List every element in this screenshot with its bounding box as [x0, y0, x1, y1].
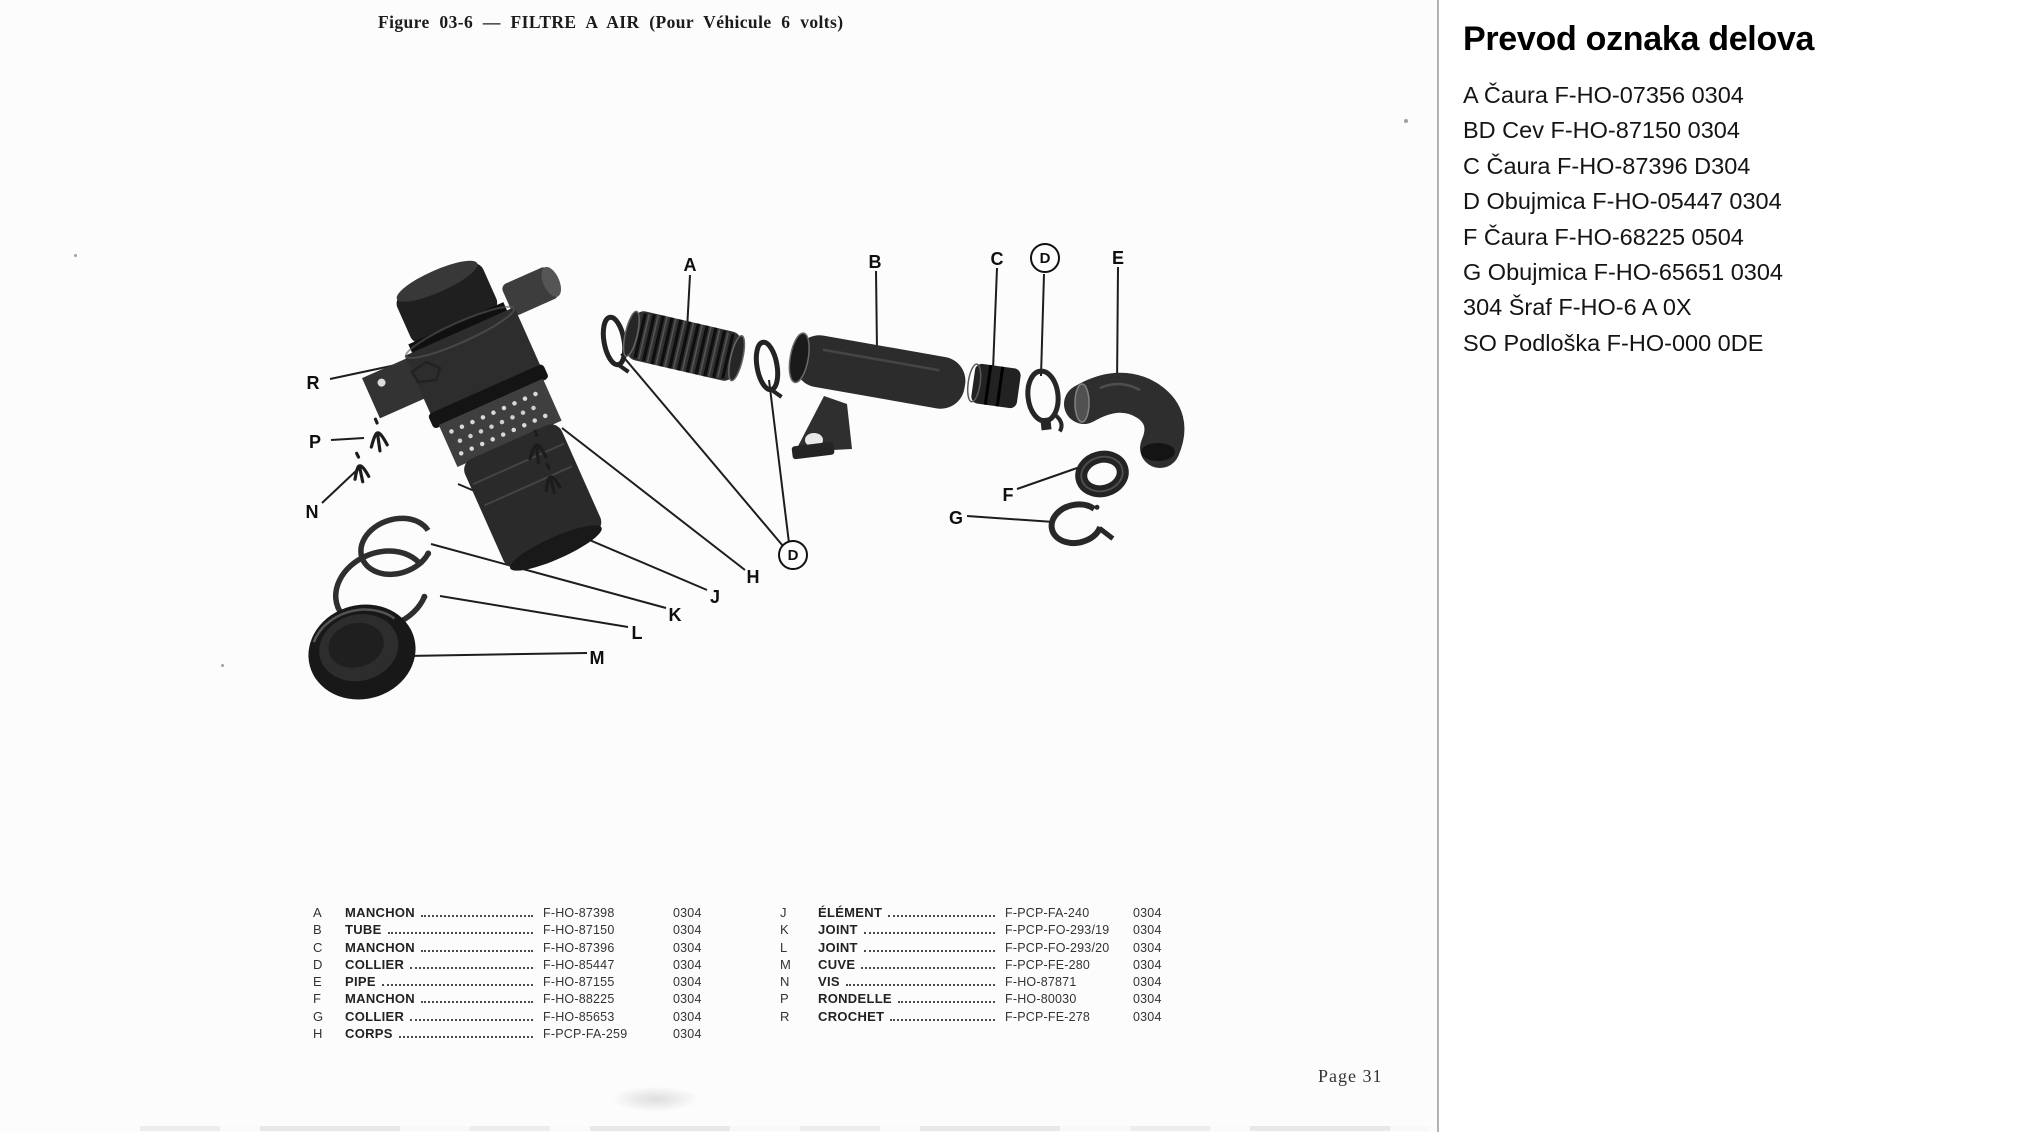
- dotted-leader: [864, 950, 995, 952]
- diagram-label: J: [709, 587, 721, 607]
- part-code: 0304: [673, 923, 702, 938]
- part-name: RONDELLE: [818, 991, 892, 1007]
- part-letter: N: [780, 974, 790, 990]
- scan-smudge: [610, 1086, 700, 1112]
- dotted-leader: [382, 984, 533, 986]
- part-letter: B: [313, 922, 322, 938]
- part-code: 0304: [1133, 906, 1162, 920]
- dotted-leader: [421, 915, 533, 917]
- part-name-cell: [345, 957, 543, 972]
- part-letter: A: [313, 905, 322, 920]
- ring-illustration: [1077, 452, 1126, 496]
- scan-speck: [1404, 119, 1408, 123]
- part-name: JOINT: [818, 939, 858, 955]
- part-name-cell: [345, 905, 543, 920]
- part-code: 0304: [673, 940, 702, 955]
- translation-line: 304 Šraf F-HO-6 A 0X: [1463, 294, 1692, 321]
- screw-clamp-illustration: [1025, 370, 1062, 435]
- part-name: JOINT: [818, 922, 858, 938]
- sleeve-illustration: [965, 362, 1021, 409]
- part-number: F-HO-87396: [543, 940, 615, 955]
- translation-line: D Obujmica F-HO-05447 0304: [1463, 188, 1782, 215]
- part-name: ÉLÉMENT: [818, 905, 883, 920]
- part-letter: E: [313, 974, 322, 990]
- part-number: F-PCP-FA-259: [543, 1027, 628, 1042]
- table-row: [313, 991, 733, 1008]
- part-name: MANCHON: [345, 939, 415, 955]
- scan-speck: [74, 254, 77, 257]
- part-letter: L: [780, 939, 788, 955]
- part-letter: K: [780, 922, 789, 938]
- part-letter: P: [780, 991, 789, 1007]
- part-number: F-HO-88225: [543, 992, 615, 1007]
- dotted-leader: [410, 1019, 533, 1021]
- diagram-label: G: [948, 508, 964, 528]
- part-letter: R: [780, 1008, 790, 1024]
- air-filter-diagram: [200, 180, 1250, 740]
- part-name: MANCHON: [345, 905, 415, 920]
- part-number: F-PCP-FA-240: [1005, 906, 1090, 920]
- part-name-cell: [818, 905, 1005, 920]
- part-letter: C: [313, 939, 323, 955]
- part-name: COLLIER: [345, 956, 405, 972]
- part-name: PIPE: [345, 974, 376, 990]
- part-name-cell: [818, 957, 1005, 972]
- part-code: 0304: [1133, 923, 1162, 938]
- diagram-label: M: [589, 648, 605, 668]
- part-number: F-PCP-FO-293/20: [1005, 940, 1110, 955]
- table-row: [313, 905, 733, 922]
- part-number: F-HO-80030: [1005, 992, 1077, 1007]
- diagram-label: F: [1002, 485, 1014, 505]
- parts-table-left: [313, 905, 733, 1043]
- panel-title: Prevod oznaka delova: [1463, 20, 1815, 58]
- dotted-leader: [410, 967, 533, 969]
- part-name: TUBE: [345, 922, 382, 938]
- dotted-leader: [421, 1001, 533, 1003]
- translation-panel: [1439, 0, 2042, 1132]
- part-code: 0304: [1133, 975, 1162, 990]
- dotted-leader: [399, 1036, 533, 1038]
- parts-table-right: [780, 905, 1190, 1026]
- elbow-pipe-illustration: [1075, 384, 1175, 461]
- diagram-label: R: [306, 373, 320, 393]
- table-row: [780, 974, 1190, 991]
- part-code: 0304: [1133, 940, 1162, 955]
- table-row: [313, 1026, 733, 1043]
- part-number: F-HO-85653: [543, 1009, 615, 1024]
- table-row: [780, 922, 1190, 939]
- diagram-label: D: [1030, 243, 1060, 273]
- table-row: [780, 957, 1190, 974]
- table-row: [780, 940, 1190, 957]
- translation-line: C Čaura F-HO-87396 D304: [1463, 152, 1751, 179]
- open-clamp-illustration: [1048, 498, 1113, 550]
- page-number: Page 31: [1318, 1066, 1383, 1086]
- part-name: CUVE: [818, 956, 856, 972]
- figure-title: Figure 03-6 — FILTRE A AIR (Pour Véhicule 6 volts): [378, 12, 844, 32]
- part-number: F-HO-87871: [1005, 975, 1077, 990]
- cup-illustration: [298, 593, 427, 712]
- dotted-leader: [846, 984, 995, 986]
- part-code: 0304: [673, 1009, 702, 1024]
- dotted-leader: [898, 1001, 995, 1003]
- part-code: 0304: [673, 906, 702, 920]
- part-code: 0304: [673, 975, 702, 990]
- diagram-label: K: [668, 605, 682, 625]
- diagram-label: B: [868, 252, 882, 272]
- dotted-leader: [864, 932, 995, 934]
- diagram-label: C: [990, 249, 1004, 269]
- part-number: F-HO-87150: [543, 923, 615, 938]
- part-letter: H: [313, 1026, 323, 1042]
- part-name-cell: [345, 1026, 543, 1041]
- table-row: [313, 957, 733, 974]
- part-name-cell: [345, 922, 543, 937]
- part-letter: J: [780, 905, 787, 920]
- diagram-label: E: [1111, 248, 1125, 268]
- dotted-leader: [421, 950, 533, 952]
- diagram-label: H: [746, 567, 760, 587]
- dotted-leader: [388, 932, 533, 934]
- diagram-label: L: [631, 623, 643, 643]
- part-letter: M: [780, 956, 791, 972]
- part-code: 0304: [673, 1027, 702, 1042]
- table-row: [313, 1009, 733, 1026]
- translation-line: G Obujmica F-HO-65651 0304: [1463, 259, 1784, 286]
- table-row: [780, 1009, 1190, 1026]
- translation-line: SO Podloška F-HO-000 0DE: [1463, 329, 1764, 356]
- part-name: VIS: [818, 974, 840, 990]
- clamp-ring-2-illustration: [753, 341, 783, 401]
- part-number: F-HO-87398: [543, 906, 615, 920]
- table-row: [780, 991, 1190, 1008]
- part-code: 0304: [1133, 992, 1162, 1007]
- part-name-cell: [345, 1009, 543, 1024]
- part-name-cell: [345, 940, 543, 955]
- table-row: [313, 974, 733, 991]
- translation-line: BD Cev F-HO-87150 0304: [1463, 117, 1740, 144]
- part-code: 0304: [1133, 957, 1162, 972]
- part-name: COLLIER: [345, 1008, 405, 1024]
- part-code: 0304: [1133, 1009, 1162, 1024]
- table-row: [780, 905, 1190, 922]
- table-row: [313, 940, 733, 957]
- part-number: F-PCP-FE-278: [1005, 1009, 1091, 1024]
- part-name-cell: [345, 974, 543, 989]
- part-name-cell: [345, 991, 543, 1006]
- translation-line: F Čaura F-HO-68225 0504: [1463, 223, 1744, 250]
- scan-speck: [221, 664, 224, 667]
- part-name-cell: [818, 940, 1005, 955]
- hose-illustration: [620, 308, 748, 384]
- part-name: MANCHON: [345, 991, 415, 1007]
- diagram-label: N: [305, 502, 319, 522]
- part-name-cell: [818, 991, 1005, 1006]
- dotted-leader: [861, 967, 995, 969]
- part-name: CORPS: [345, 1026, 393, 1042]
- diagram-label: P: [308, 432, 322, 452]
- dotted-leader: [888, 915, 995, 917]
- dotted-leader: [890, 1019, 995, 1021]
- scan-edge-noise: [140, 1126, 1430, 1131]
- tube-illustration: [786, 331, 969, 460]
- part-number: F-PCP-FE-280: [1005, 957, 1091, 972]
- part-code: 0304: [673, 957, 702, 972]
- part-number: F-HO-87155: [543, 975, 615, 990]
- part-name: CROCHET: [818, 1008, 885, 1024]
- diagram-label: A: [683, 255, 697, 275]
- table-row: [313, 922, 733, 939]
- part-number: F-HO-85447: [543, 957, 615, 972]
- part-code: 0304: [673, 992, 702, 1007]
- part-letter: F: [313, 991, 321, 1007]
- part-number: F-PCP-FO-293/19: [1005, 923, 1110, 938]
- air-filter-body-illustration: [334, 226, 663, 602]
- part-name-cell: [818, 974, 1005, 989]
- part-name-cell: [818, 922, 1005, 937]
- part-letter: D: [313, 956, 323, 972]
- translation-lines: [1463, 78, 1783, 361]
- part-letter: G: [313, 1008, 324, 1024]
- diagram-label: D: [778, 540, 808, 570]
- translation-line: A Čaura F-HO-07356 0304: [1463, 82, 1744, 108]
- part-name-cell: [818, 1009, 1005, 1024]
